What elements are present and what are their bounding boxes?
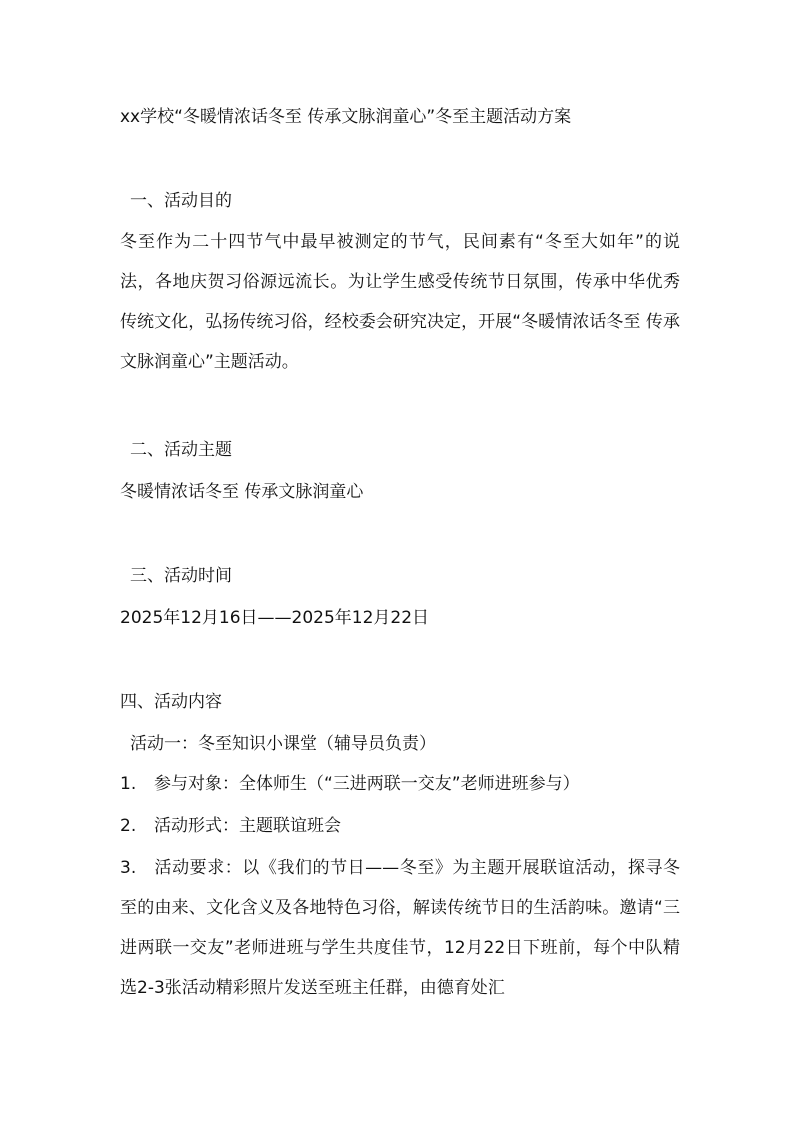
list-item [120, 848, 680, 1008]
section-body-theme: 冬暖情浓话冬至 传承文脉润童心 [120, 482, 364, 502]
section-body-purpose: 冬至作为二十四节气中最早被测定的节气，民间素有“冬至大如年”的说法，各地庆贺习俗源远流长。为让学生感受传统节日氛围，传承中华优秀传统文化，弘扬传统习俗，经校委会研究决定，开展“冬暖情浓话冬至 传承文脉润童心”主题活动。 [120, 232, 680, 372]
list-item-text: 参与对象：全体师生（“三进两联一交友”老师进班参与） [154, 774, 580, 794]
section-body-time: 2025年12月16日——2025年12月22日 [120, 608, 430, 628]
list-item-number: 2. [120, 816, 137, 836]
section-heading-purpose: 一、活动目的 [130, 191, 232, 211]
activity-title: 活动一：冬至知识小课堂（辅导员负责） [130, 734, 436, 754]
list-item [120, 806, 680, 846]
section-heading-theme: 二、活动主题 [130, 440, 232, 460]
list-item-text: 活动要求：以《我们的节日——冬至》为主题开展联谊活动，探寻冬至的由来、文化含义及各地特色习俗，解读传统节日的生活韵味。邀请“三进两联一交友”老师进班与学生共度佳节，12月22日下班前，每个中队精选2-3张活动精彩照片发送至班主任群，由德育处汇 [120, 858, 680, 998]
list-item-number: 3. [120, 858, 137, 878]
list-item-number: 1. [120, 774, 137, 794]
section-heading-content: 四、活动内容 [120, 692, 222, 712]
list-item [120, 764, 680, 804]
list-item-text: 活动形式：主题联谊班会 [154, 816, 341, 836]
section-heading-time: 三、活动时间 [130, 566, 232, 586]
document-title: xx学校“冬暖情浓话冬至 传承文脉润童心”冬至主题活动方案 [120, 107, 572, 127]
